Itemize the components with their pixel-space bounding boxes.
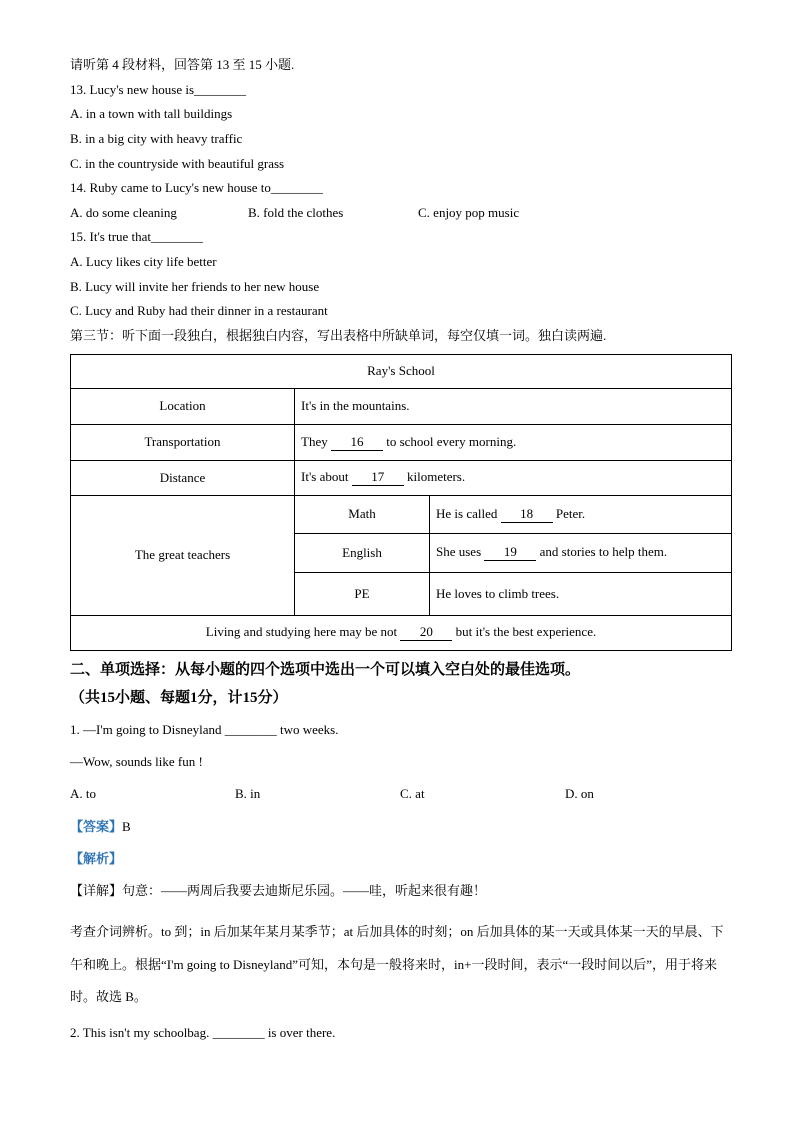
distance-post: kilometers.: [406, 469, 466, 485]
choice-heading-line1: 二、单项选择：从每小题的四个选项中选出一个可以填入空白处的最佳选项。: [70, 661, 581, 678]
table-value-transportation: [295, 424, 732, 460]
q15-option-a: A. Lucy likes city life better: [70, 254, 217, 270]
q1-option-b: B. in: [235, 786, 261, 802]
table-title: Ray's School: [71, 354, 732, 388]
english-pre: She uses: [436, 544, 482, 560]
english-post: and stories to help them.: [539, 544, 668, 560]
listening-section: [70, 58, 729, 343]
blank-20: 20: [400, 624, 452, 641]
q14-option-b: B. fold the clothes: [248, 204, 344, 220]
q14-options-row: [70, 206, 729, 220]
analysis-label: 【解析】: [70, 850, 123, 866]
q2-stem: 2. This isn't my schoolbag. ________ is over there.: [70, 1024, 336, 1040]
table-value-distance: [295, 460, 732, 495]
math-post: Peter.: [555, 505, 586, 521]
table-value-pe: He loves to climb trees.: [430, 572, 732, 615]
q13-stem: 13. Lucy's new house is________: [70, 81, 247, 97]
transportation-post: to school every morning.: [386, 433, 517, 449]
table-label-pe: PE: [295, 572, 430, 615]
listening-fill-table: [70, 354, 732, 651]
transportation-pre: They: [301, 433, 328, 449]
table-label-english: English: [295, 533, 430, 572]
q13-option-a: A. in a town with tall buildings: [70, 106, 233, 122]
q1-explanation: 考查介词辨析。to 到；in 后加某年某月某季节；at 后加具体的时刻；on 后加具体的某一天或具体某一天的早晨、下午和晚上。根据“I'm going to Disneyland”可知，本句是一般将来时，in+一段时间，表示“一段时间以后”，用于将来时。故选 B。: [70, 924, 724, 1005]
q14-option-a: A. do some cleaning: [70, 204, 177, 220]
choice-section: [70, 661, 729, 1041]
section3-intro: 第三节：听下面一段独白，根据独白内容，写出表格中所缺单词，每空仅填一词。独白读两遍.: [70, 328, 607, 344]
table-label-great-teachers: The great teachers: [71, 495, 295, 615]
q1-reply: —Wow, sounds like fun !: [70, 753, 203, 769]
answer-value: B: [122, 818, 131, 834]
table-footer: [71, 615, 732, 650]
q13-option-b: B. in a big city with heavy traffic: [70, 130, 243, 146]
table-label-location: Location: [71, 388, 295, 424]
q1-option-c: C. at: [400, 786, 425, 802]
table-label-distance: Distance: [71, 460, 295, 495]
q15-option-c: C. Lucy and Ruby had their dinner in a restaurant: [70, 303, 328, 319]
blank-18: 18: [501, 506, 553, 523]
q14-option-c: C. enjoy pop music: [418, 204, 520, 220]
blank-17: 17: [352, 469, 404, 486]
table-value-math: [430, 495, 732, 533]
distance-pre: It's about: [301, 469, 349, 485]
table-value-location: It's in the mountains.: [295, 388, 732, 424]
table-label-math: Math: [295, 495, 430, 533]
q1-options-row: [70, 787, 729, 801]
section4-intro: 请听第 4 段材料，回答第 13 至 15 小题.: [70, 57, 295, 72]
q1-option-a: A. to: [70, 786, 96, 802]
footer-pre: Living and studying here may be not: [205, 624, 398, 640]
q1-option-d: D. on: [565, 786, 594, 802]
q1-detail-line: 【详解】句意：——两周后我要去迪斯尼乐园。——哇，听起来很有趣！: [70, 883, 487, 899]
footer-post: but it's the best experience.: [455, 624, 597, 640]
choice-heading-line2: （共15小题、每题1分，计15分）: [70, 689, 288, 706]
q1-analysis-line: [70, 852, 729, 866]
q15-stem: 15. It's true that________: [70, 229, 204, 245]
answer-label: 【答案】: [70, 818, 123, 834]
q1-answer-line: [70, 820, 729, 834]
table-value-english: [430, 533, 732, 572]
math-pre: He is called: [436, 505, 498, 521]
q13-option-c: C. in the countryside with beautiful grass: [70, 155, 285, 171]
q1-stem: 1. —I'm going to Disneyland ________ two weeks.: [70, 721, 339, 737]
blank-19: 19: [484, 544, 536, 561]
q15-option-b: B. Lucy will invite her friends to her new house: [70, 278, 320, 294]
blank-16: 16: [331, 434, 383, 451]
table-label-transportation: Transportation: [71, 424, 295, 460]
q14-stem: 14. Ruby came to Lucy's new house to________: [70, 180, 323, 196]
